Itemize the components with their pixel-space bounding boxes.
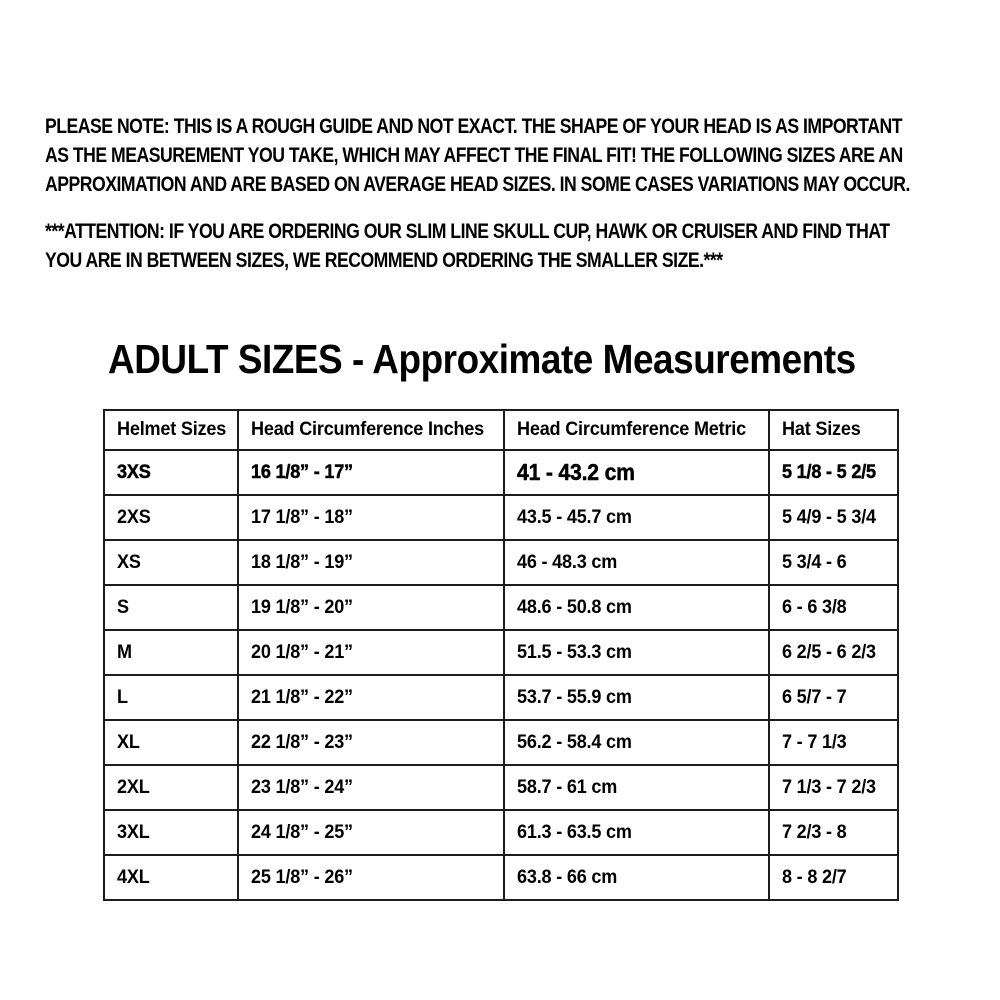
- table-row: [104, 720, 898, 765]
- size-chart-table: [103, 409, 899, 901]
- cell-metric: [504, 495, 769, 540]
- cell-metric: [504, 810, 769, 855]
- inches-value: 17 1/8” - 18”: [251, 506, 353, 528]
- note-line: AS THE MEASUREMENT YOU TAKE, WHICH MAY AFFECT THE FINAL FIT! THE FOLLOWING SIZES ARE AN: [45, 144, 903, 167]
- metric-value: 41 - 43.2 cm: [517, 459, 635, 485]
- cell-inches: [238, 675, 504, 720]
- hat-size-value: 5 3/4 - 6: [782, 551, 847, 573]
- helmet-size-value: L: [117, 686, 128, 708]
- helmet-size-value: M: [117, 641, 132, 663]
- header-label: Head Circumference Inches: [251, 419, 485, 440]
- inches-value: 16 1/8” - 17”: [251, 461, 353, 483]
- cell-inches: [238, 855, 504, 900]
- helmet-size-value: 2XL: [117, 776, 150, 798]
- cell-helmet-size: [104, 540, 238, 585]
- cell-metric: [504, 855, 769, 900]
- cell-helmet-size: [104, 495, 238, 540]
- hat-size-value: 6 - 6 3/8: [782, 596, 847, 618]
- hat-size-value: 6 5/7 - 7: [782, 686, 847, 708]
- table-row: [104, 855, 898, 900]
- hat-size-value: 6 2/5 - 6 2/3: [782, 641, 876, 663]
- metric-value: 51.5 - 53.3 cm: [517, 641, 632, 663]
- cell-metric: [504, 720, 769, 765]
- attention-line: YOU ARE IN BETWEEN SIZES, WE RECOMMEND ORDERING THE SMALLER SIZE.***: [45, 249, 723, 272]
- cell-inches: [238, 720, 504, 765]
- cell-hat-size: [769, 495, 898, 540]
- header-hat-sizes: [769, 410, 898, 450]
- hat-size-value: 7 1/3 - 7 2/3: [782, 776, 876, 798]
- cell-hat-size: [769, 540, 898, 585]
- inches-value: 23 1/8” - 24”: [251, 776, 353, 798]
- hat-size-value: 8 - 8 2/7: [782, 866, 847, 888]
- hat-size-value: 7 - 7 1/3: [782, 731, 847, 753]
- cell-helmet-size: [104, 765, 238, 810]
- helmet-size-value: XS: [117, 551, 141, 573]
- page-title: ADULT SIZES - Approximate Measurements: [108, 336, 856, 382]
- table-row: [104, 675, 898, 720]
- cell-inches: [238, 585, 504, 630]
- helmet-size-value: 3XL: [117, 821, 150, 843]
- cell-metric: [504, 450, 769, 495]
- metric-value: 61.3 - 63.5 cm: [517, 821, 632, 843]
- hat-size-value: 5 4/9 - 5 3/4: [782, 506, 876, 528]
- cell-inches: [238, 540, 504, 585]
- cell-hat-size: [769, 720, 898, 765]
- helmet-size-value: XL: [117, 731, 140, 753]
- header-label: Head Circumference Metric: [517, 419, 746, 440]
- helmet-size-value: 2XS: [117, 506, 151, 528]
- helmet-size-value: 3XS: [117, 461, 151, 483]
- header-helmet-sizes: [104, 410, 238, 450]
- inches-value: 20 1/8” - 21”: [251, 641, 353, 663]
- inches-value: 22 1/8” - 23”: [251, 731, 353, 753]
- cell-hat-size: [769, 450, 898, 495]
- cell-metric: [504, 675, 769, 720]
- cell-inches: [238, 450, 504, 495]
- cell-metric: [504, 540, 769, 585]
- cell-metric: [504, 630, 769, 675]
- cell-hat-size: [769, 675, 898, 720]
- table-row: [104, 630, 898, 675]
- cell-inches: [238, 630, 504, 675]
- note-line: APPROXIMATION AND ARE BASED ON AVERAGE HEAD SIZES. IN SOME CASES VARIATIONS MAY OCCUR.: [45, 173, 910, 196]
- cell-helmet-size: [104, 810, 238, 855]
- cell-hat-size: [769, 855, 898, 900]
- helmet-size-value: S: [117, 596, 129, 618]
- table-row: [104, 450, 898, 495]
- hat-size-value: 5 1/8 - 5 2/5: [782, 461, 876, 483]
- inches-value: 25 1/8” - 26”: [251, 866, 353, 888]
- header-circumference-metric: [504, 410, 769, 450]
- note-line: PLEASE NOTE: THIS IS A ROUGH GUIDE AND NOT EXACT. THE SHAPE OF YOUR HEAD IS AS IMPORTANT: [45, 115, 902, 138]
- cell-hat-size: [769, 765, 898, 810]
- inches-value: 24 1/8” - 25”: [251, 821, 353, 843]
- table-row: [104, 810, 898, 855]
- note-paragraph: [45, 112, 960, 199]
- cell-helmet-size: [104, 585, 238, 630]
- cell-helmet-size: [104, 630, 238, 675]
- metric-value: 43.5 - 45.7 cm: [517, 506, 632, 528]
- metric-value: 53.7 - 55.9 cm: [517, 686, 632, 708]
- attention-line: ***ATTENTION: IF YOU ARE ORDERING OUR SLIM LINE SKULL CUP, HAWK OR CRUISER AND FIND THAT: [45, 220, 890, 243]
- table-row: [104, 495, 898, 540]
- header-circumference-inches: [238, 410, 504, 450]
- cell-metric: [504, 765, 769, 810]
- header-label: Helmet Sizes: [117, 419, 227, 440]
- inches-value: 18 1/8” - 19”: [251, 551, 353, 573]
- metric-value: 48.6 - 50.8 cm: [517, 596, 632, 618]
- cell-hat-size: [769, 585, 898, 630]
- metric-value: 56.2 - 58.4 cm: [517, 731, 632, 753]
- cell-helmet-size: [104, 450, 238, 495]
- metric-value: 58.7 - 61 cm: [517, 776, 618, 798]
- cell-helmet-size: [104, 855, 238, 900]
- attention-paragraph: [45, 217, 960, 275]
- helmet-size-value: 4XL: [117, 866, 150, 888]
- header-label: Hat Sizes: [782, 419, 861, 440]
- inches-value: 19 1/8” - 20”: [251, 596, 353, 618]
- inches-value: 21 1/8” - 22”: [251, 686, 353, 708]
- hat-size-value: 7 2/3 - 8: [782, 821, 847, 843]
- cell-helmet-size: [104, 675, 238, 720]
- table-header-row: [104, 410, 898, 450]
- cell-inches: [238, 495, 504, 540]
- cell-helmet-size: [104, 720, 238, 765]
- table-row: [104, 585, 898, 630]
- cell-metric: [504, 585, 769, 630]
- cell-inches: [238, 810, 504, 855]
- table-row: [104, 765, 898, 810]
- cell-hat-size: [769, 630, 898, 675]
- table-row: [104, 540, 898, 585]
- cell-hat-size: [769, 810, 898, 855]
- metric-value: 46 - 48.3 cm: [517, 551, 618, 573]
- cell-inches: [238, 765, 504, 810]
- metric-value: 63.8 - 66 cm: [517, 866, 618, 888]
